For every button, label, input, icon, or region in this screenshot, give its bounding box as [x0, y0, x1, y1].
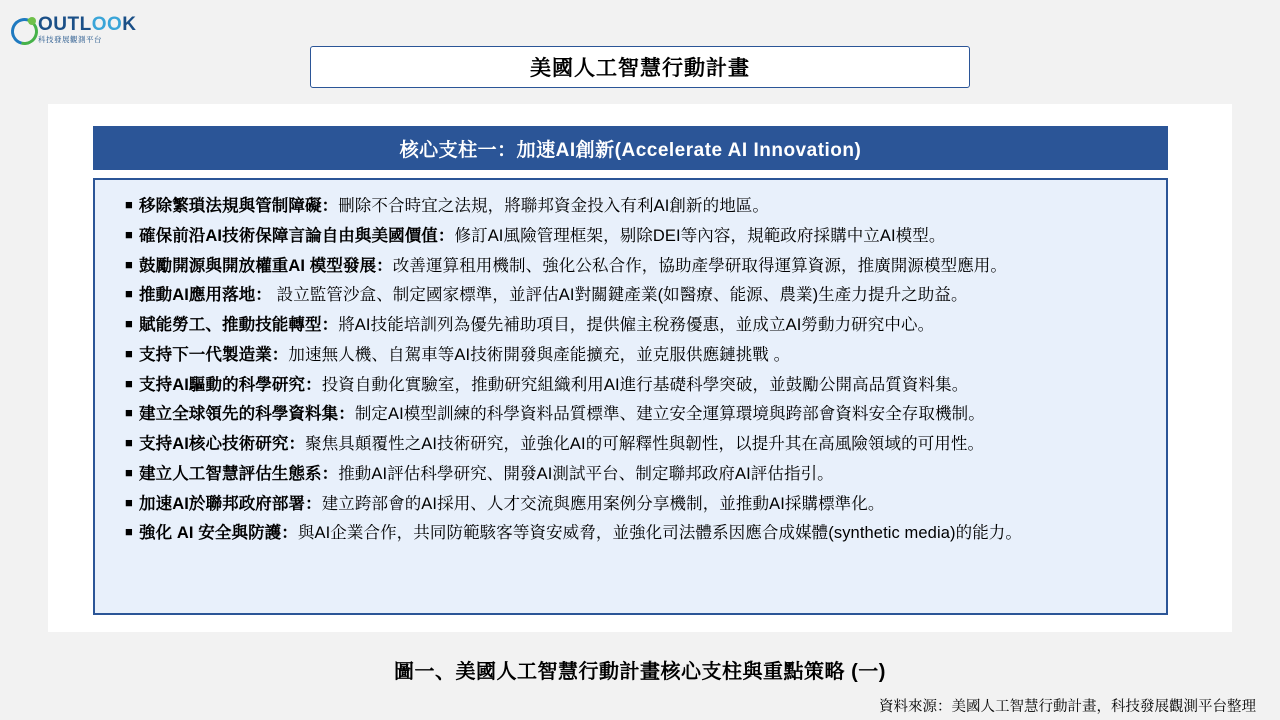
list-item [113, 254, 1148, 279]
list-item-title: 賦能勞工、推動技能轉型： [139, 316, 339, 334]
list-item-title: 建立全球領先的科學資料集： [139, 405, 355, 424]
list-item-title: 鼓勵開源與開放權重AI 模型發展： [139, 256, 393, 275]
list-item-detail: 刪除不合時宜之法規，將聯邦資金投入有利AI創新的地區。 [338, 197, 769, 215]
square-bullet-icon: ■ [125, 524, 133, 540]
list-item-text [139, 194, 769, 219]
list-item-title: 支持下一代製造業： [139, 345, 289, 364]
list-item [113, 432, 1148, 457]
pillar-header-label: 核心支柱一：加速AI創新(Accelerate AI Innovation) [399, 139, 862, 161]
list-item-title: 支持AI核心技術研究： [139, 435, 306, 453]
list-item-text [139, 313, 934, 338]
list-item-title: 建立人工智慧評估生態系： [139, 464, 339, 483]
list-item-detail: 建立跨部會的AI採用、人才交流與應用案例分享機制，並推動AI採購標準化。 [321, 494, 885, 513]
list-item-detail: 設立監管沙盒、制定國家標準，並評估AI對關鍵產業(如醫療、能源、農業)生產力提升之助益。 [271, 286, 968, 305]
pillar-content-panel [93, 178, 1168, 615]
square-bullet-icon: ■ [125, 494, 133, 510]
square-bullet-icon: ■ [125, 375, 133, 391]
list-item [113, 313, 1148, 338]
list-item-text [139, 521, 1022, 546]
square-bullet-icon: ■ [125, 464, 133, 480]
square-bullet-icon: ■ [125, 345, 133, 361]
list-item-title: 移除繁瑣法規與管制障礙： [139, 197, 339, 215]
square-bullet-icon: ■ [125, 435, 133, 450]
list-item [113, 492, 1148, 517]
list-item-text [139, 283, 968, 308]
logo-subtitle: 科技發展觀測平台 [38, 34, 102, 44]
list-item [113, 194, 1148, 219]
logo-text [38, 15, 137, 44]
list-item-text [139, 492, 884, 517]
page-title-box [310, 46, 970, 88]
logo-wordmark: OUTLOOK [38, 13, 137, 35]
list-item-text [139, 343, 790, 368]
list-item-detail: 與AI企業合作，共同防範駭客等資安威脅，並強化司法體系因應合成媒體(synthetic media)的能力。 [297, 524, 1022, 543]
list-item-title: 確保前沿AI技術保障言論自由與美國價值： [139, 226, 455, 245]
logo-circle-icon [10, 16, 36, 42]
list-item-title: 強化 AI 安全與防護： [139, 524, 298, 543]
list-item-title: 加速AI於聯邦政府部署： [139, 494, 322, 513]
list-item [113, 521, 1148, 546]
list-item [113, 343, 1148, 368]
pillar-header [93, 126, 1168, 170]
source-note: 資料來源：美國人工智慧行動計畫，科技發展觀測平台整理 [879, 699, 1256, 715]
list-item-detail: 修訂AI風險管理框架，剔除DEI等內容，規範政府採購中立AI模型。 [454, 226, 946, 245]
outlook-logo [10, 10, 142, 48]
square-bullet-icon: ■ [125, 286, 133, 302]
square-bullet-icon: ■ [125, 226, 133, 242]
list-item-text [139, 432, 984, 457]
list-item-detail: 將AI技能培訓列為優先補助項目，提供僱主稅務優惠，並成立AI勞動力研究中心。 [338, 316, 935, 334]
list-item-detail: 加速無人機、自駕車等AI技術開發與產能擴充，並克服供應鏈挑戰 。 [288, 345, 791, 364]
square-bullet-icon: ■ [125, 197, 133, 212]
page-title: 美國人工智慧行動計畫 [530, 57, 750, 80]
list-item-text [139, 224, 945, 249]
list-item-text [139, 373, 968, 398]
figure-caption: 圖一、美國人工智慧行動計畫核心支柱與重點策略 (一) [394, 661, 886, 683]
list-item-detail: 推動AI評估科學研究、開發AI測試平台、制定聯邦政府AI評估指引。 [338, 464, 834, 483]
list-item [113, 283, 1148, 308]
square-bullet-icon: ■ [125, 316, 133, 331]
square-bullet-icon: ■ [125, 256, 133, 272]
list-item-detail: 聚焦具顛覆性之AI技術研究，並強化AI的可解釋性與韌性，以提升其在高風險領域的可用性。 [305, 435, 985, 453]
strategy-list [113, 194, 1148, 546]
list-item-detail: 改善運算租用機制、強化公私合作，協助產學研取得運算資源，推廣開源模型應用。 [392, 256, 1007, 275]
list-item [113, 402, 1148, 427]
list-item-detail: 投資自動化實驗室，推動研究組織利用AI進行基礎科學突破，並鼓勵公開高品質資料集。 [321, 375, 969, 394]
list-item-text [139, 254, 1007, 279]
list-item [113, 224, 1148, 249]
list-item-text [139, 402, 985, 427]
list-item [113, 462, 1148, 487]
list-item-title: 支持AI驅動的科學研究： [139, 375, 322, 394]
list-item-title: 推動AI應用落地： [139, 286, 272, 305]
list-item-detail: 制定AI模型訓練的科學資料品質標準、建立安全運算環境與跨部會資料安全存取機制。 [354, 405, 985, 424]
list-item [113, 373, 1148, 398]
list-item-text [139, 462, 834, 487]
square-bullet-icon: ■ [125, 405, 133, 421]
